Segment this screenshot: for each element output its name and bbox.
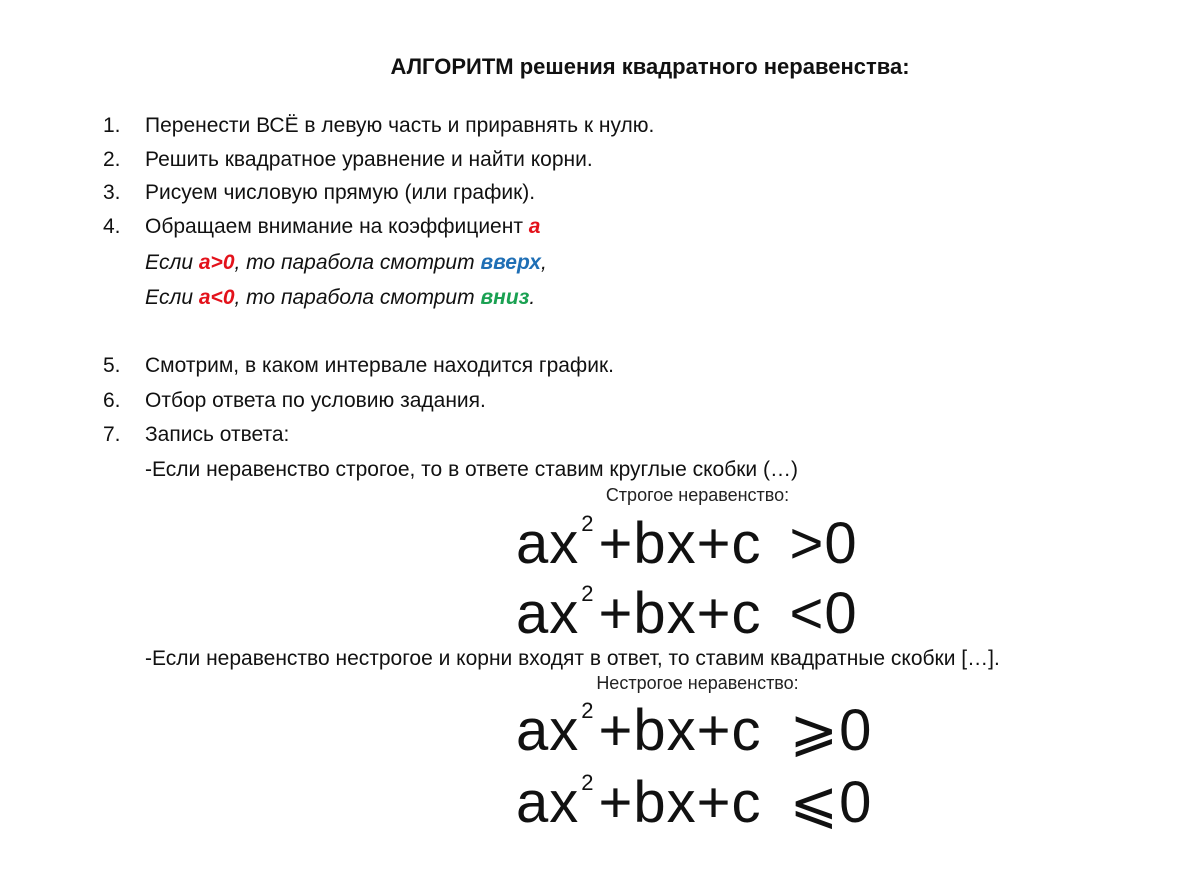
f-exp: 2 [581,511,595,536]
step-number: 5. [103,354,121,377]
f-rest: +bx+c [598,770,762,835]
step-number: 6. [103,389,121,412]
f-exp: 2 [581,581,595,606]
formula-ge [516,698,873,763]
f-lhs: ax [516,698,580,763]
f-lhs: ax [516,581,580,646]
coef-a: a [528,215,541,238]
cond-punct: . [529,286,536,309]
formula-gt [516,511,858,576]
step-text-main: Обращаем внимание на коэффициент [145,215,529,238]
step-number: 3. [103,181,121,204]
cond-text: Если [145,251,199,274]
step-text [145,215,540,239]
cond-text: , то парабола смотрит [234,251,481,274]
cond-text: Если [145,286,199,309]
f-rhs: 0 [824,511,858,576]
page-title: АЛГОРИТМ решения квадратного неравенства: [390,54,910,79]
f-op: > [789,511,825,576]
step-number: 4. [103,215,121,238]
cond-expr: a<0 [198,286,235,309]
cond-punct: , [540,251,547,274]
step-text: Смотрим, в каком интервале находится график. [145,354,614,377]
f-op: ⩾ [789,698,840,763]
f-exp: 2 [581,698,595,723]
strict-label: Строгое неравенство: [605,485,790,505]
f-rhs: 0 [839,770,873,835]
f-rest: +bx+c [598,511,762,576]
cond-expr: a>0 [198,251,235,274]
condition-down [145,286,535,310]
strict-note: -Если неравенство строгое, то в ответе ставим круглые скобки (…) [145,458,798,481]
f-rhs: 0 [839,698,873,763]
f-lhs: ax [516,770,580,835]
f-exp: 2 [581,770,595,795]
step-number: 7. [103,423,121,446]
cond-direction: вниз [480,286,530,309]
formula-le [516,770,873,835]
step-text: Запись ответа: [145,423,290,446]
nonstrict-label: Нестрогое неравенство: [596,673,799,693]
formula-lt [516,581,858,646]
f-rest: +bx+c [598,581,762,646]
nonstrict-note: -Если неравенство нестрогое и корни входят в ответ, то ставим квадратные скобки […]. [145,647,1000,670]
step-text: Рисуем числовую прямую (или график). [145,181,536,204]
f-rest: +bx+c [598,698,762,763]
step-text: Отбор ответа по условию задания. [145,389,486,412]
step-text: Перенести ВСЁ в левую часть и приравнять к нулю. [145,114,655,137]
cond-direction: вверх [480,251,541,274]
f-op: < [789,581,825,646]
f-lhs: ax [516,511,580,576]
cond-text: , то парабола смотрит [234,286,481,309]
f-rhs: 0 [824,581,858,646]
step-text: Решить квадратное уравнение и найти корни. [145,148,593,171]
f-op: ⩽ [789,770,840,835]
step-number: 1. [103,114,121,137]
step-number: 2. [103,148,121,171]
condition-up [145,251,547,275]
